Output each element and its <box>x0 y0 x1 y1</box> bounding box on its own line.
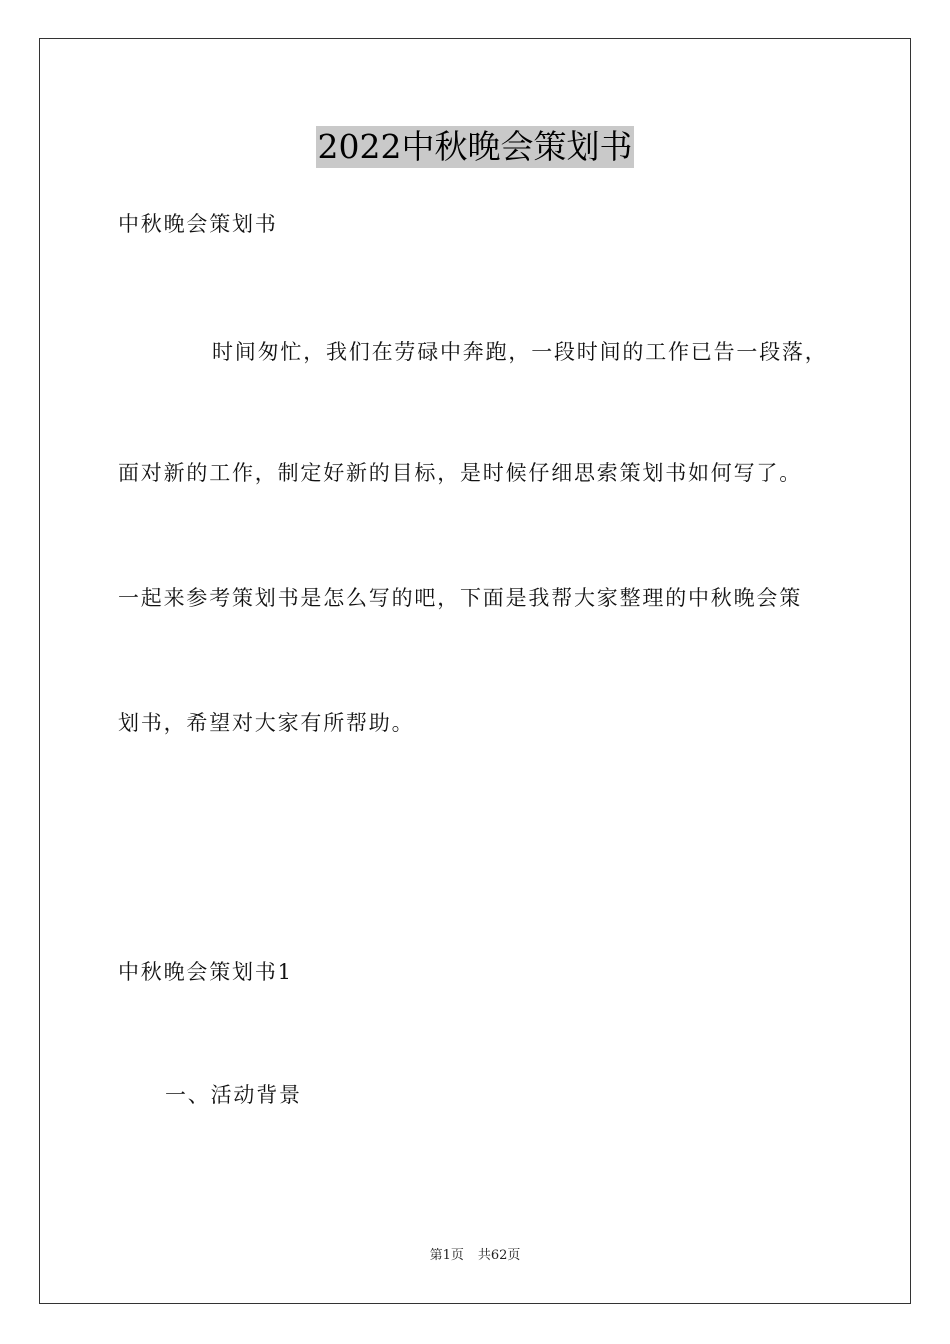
page-number-current: 第1页 <box>429 1248 464 1263</box>
subsection-heading: 一、活动背景 <box>165 1083 302 1107</box>
page-number-total: 共62页 <box>477 1248 521 1263</box>
title-wrap <box>0 126 950 168</box>
page-footer <box>0 1247 950 1265</box>
paragraph-line-1: 时间匆忙，我们在劳碌中奔跑，一段时间的工作已告一段落， <box>212 340 828 364</box>
paragraph-line-4: 划书，希望对大家有所帮助。 <box>118 711 415 735</box>
paragraph-line-3: 一起来参考策划书是怎么写的吧，下面是我帮大家整理的中秋晚会策 <box>118 586 802 610</box>
document-title: 2022中秋晚会策划书 <box>317 127 633 166</box>
section-heading: 中秋晚会策划书1 <box>118 960 293 984</box>
paragraph-line-2: 面对新的工作，制定好新的目标，是时候仔细思索策划书如何写了。 <box>118 461 802 485</box>
document-subtitle: 中秋晚会策划书 <box>118 212 278 236</box>
